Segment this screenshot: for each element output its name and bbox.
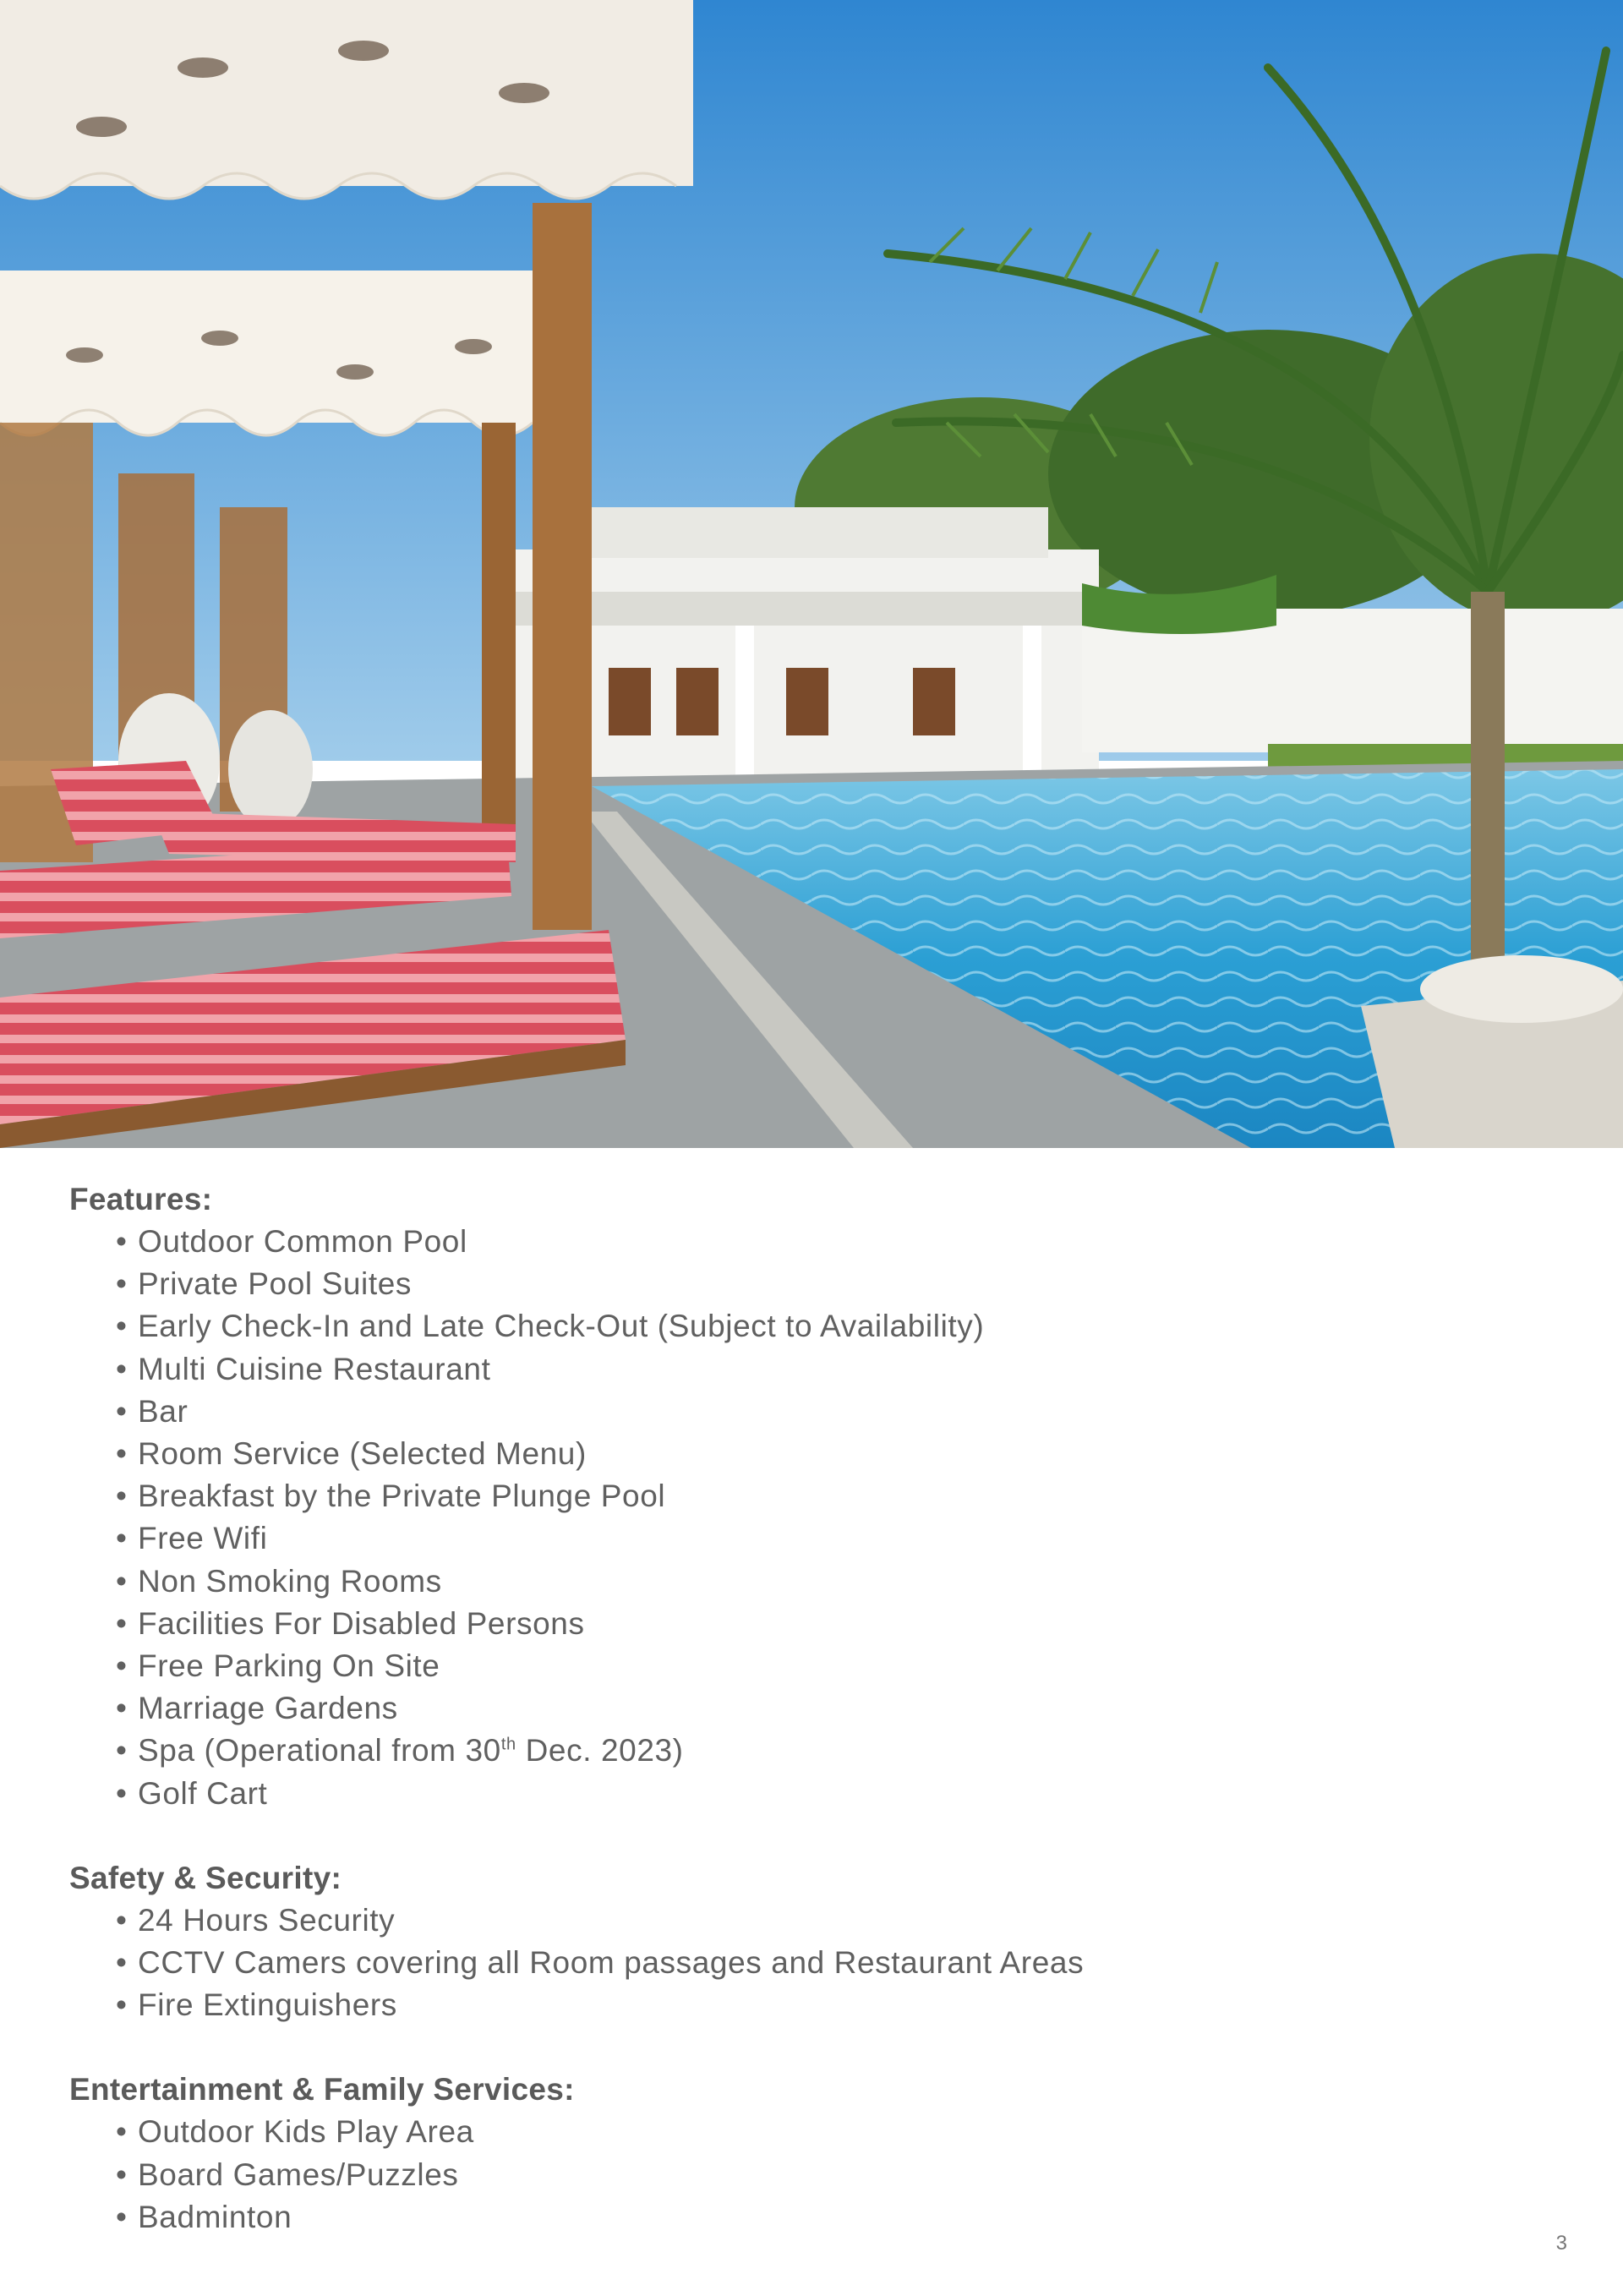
list-item: • Board Games/Puzzles xyxy=(116,2154,1557,2196)
list-item: • Multi Cuisine Restaurant xyxy=(116,1348,1557,1391)
list-item: • Breakfast by the Private Plunge Pool xyxy=(116,1475,1557,1517)
bullet-icon: • xyxy=(116,2114,128,2150)
features-section xyxy=(69,1178,1557,1815)
entertainment-list xyxy=(69,2111,1557,2239)
features-title: Features: xyxy=(69,1182,213,1216)
safety-section xyxy=(69,1857,1557,2027)
list-item: • Bar xyxy=(116,1391,1557,1433)
bullet-icon: • xyxy=(116,1648,128,1684)
bullet-icon: • xyxy=(116,1733,128,1768)
amenities-content xyxy=(69,1178,1557,2281)
bullet-icon: • xyxy=(116,2199,128,2234)
bullet-icon: • xyxy=(116,1351,128,1386)
list-item: • Free Parking On Site xyxy=(116,1645,1557,1687)
bullet-icon: • xyxy=(116,1266,128,1302)
list-item: • Badminton xyxy=(116,2196,1557,2239)
list-item: • Early Check-In and Late Check-Out (Subject to Availability) xyxy=(116,1305,1557,1348)
safety-title: Safety & Security: xyxy=(69,1860,342,1895)
safety-list xyxy=(69,1900,1557,2027)
bullet-icon: • xyxy=(116,1902,128,1938)
list-item: • Marriage Gardens xyxy=(116,1687,1557,1730)
list-item: • CCTV Camers covering all Room passages and Restaurant Areas xyxy=(116,1942,1557,1984)
bullet-icon: • xyxy=(116,1605,128,1641)
entertainment-title: Entertainment & Family Services: xyxy=(69,2072,575,2107)
list-item: • Private Pool Suites xyxy=(116,1263,1557,1305)
bullet-icon: • xyxy=(116,2157,128,2192)
list-item: • Facilities For Disabled Persons xyxy=(116,1603,1557,1645)
bullet-icon: • xyxy=(116,1436,128,1472)
bullet-icon: • xyxy=(116,1521,128,1556)
bullet-icon: • xyxy=(116,1309,128,1344)
list-item: • Outdoor Common Pool xyxy=(116,1221,1557,1263)
bullet-icon: • xyxy=(116,1563,128,1599)
bullet-icon: • xyxy=(116,1691,128,1726)
list-item: • Non Smoking Rooms xyxy=(116,1561,1557,1603)
entertainment-section xyxy=(69,2069,1557,2239)
bullet-icon: • xyxy=(116,1224,128,1259)
bullet-icon: • xyxy=(116,1945,128,1981)
list-item: • Outdoor Kids Play Area xyxy=(116,2111,1557,2153)
list-item-spa: • Spa (Operational from 30th Dec. 2023) xyxy=(116,1730,1557,1772)
list-item: • Golf Cart xyxy=(116,1773,1557,1815)
features-list xyxy=(69,1221,1557,1815)
bullet-icon: • xyxy=(116,1393,128,1429)
list-item: • Free Wifi xyxy=(116,1517,1557,1560)
bullet-icon: • xyxy=(116,1775,128,1811)
list-item: • Fire Extinguishers xyxy=(116,1984,1557,2026)
list-item: • Room Service (Selected Menu) xyxy=(116,1433,1557,1475)
bullet-icon: • xyxy=(116,1987,128,2023)
list-item: • 24 Hours Security xyxy=(116,1900,1557,1942)
bullet-icon: • xyxy=(116,1479,128,1514)
page-number: 3 xyxy=(1555,2232,1567,2255)
